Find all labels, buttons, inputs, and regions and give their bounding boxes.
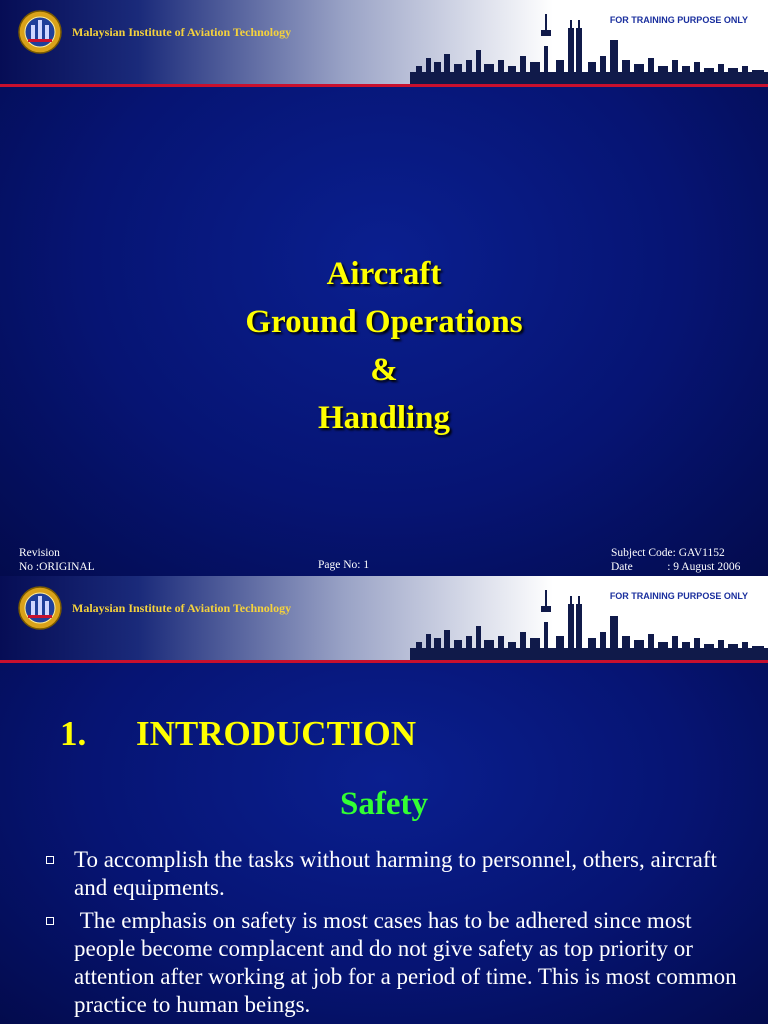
bullet-list xyxy=(46,846,746,1024)
section-heading xyxy=(60,714,416,754)
subheading-safety: Safety xyxy=(340,786,428,822)
list-item: To accomplish the tasks without harming to personnel, others, aircraft and equipments. xyxy=(46,846,746,902)
title-line: Ground Operations xyxy=(245,304,523,340)
header-divider xyxy=(0,84,768,87)
section-title: INTRODUCTION xyxy=(136,714,417,753)
square-bullet-icon xyxy=(46,917,54,925)
footer-page-number: Page No: 1 xyxy=(318,559,370,571)
institute-name: Malaysian Institute of Aviation Technology xyxy=(72,25,292,39)
institute-name: Malaysian Institute of Aviation Technology xyxy=(72,601,292,615)
list-item: The emphasis on safety is most cases has to be adhered since most people become complacent and do not give safety as top priority or attention after working at job for a period of time. This is most common practice to human beings. xyxy=(46,907,746,1019)
institute-logo xyxy=(18,583,62,633)
introduction-slide xyxy=(0,576,768,1024)
square-bullet-icon xyxy=(46,856,54,864)
presentation-title xyxy=(0,250,768,442)
training-notice: FOR TRAINING PURPOSE ONLY xyxy=(609,591,748,601)
city-skyline-graphic xyxy=(410,0,768,84)
title-line: & xyxy=(370,352,398,388)
title-line: Aircraft xyxy=(326,256,442,292)
footer-subject: Subject Code: GAV1152 Date : 9 August 2006 xyxy=(611,547,741,573)
title-line: Handling xyxy=(317,400,451,436)
footer-revision: Revision No :ORIGINAL xyxy=(19,547,95,573)
institute-logo xyxy=(18,7,62,57)
header-divider xyxy=(0,660,768,663)
section-number: 1. xyxy=(60,714,87,753)
slide-header xyxy=(0,0,768,84)
training-notice: FOR TRAINING PURPOSE ONLY xyxy=(609,15,748,25)
city-skyline-graphic xyxy=(410,576,768,660)
slide-header xyxy=(0,576,768,660)
